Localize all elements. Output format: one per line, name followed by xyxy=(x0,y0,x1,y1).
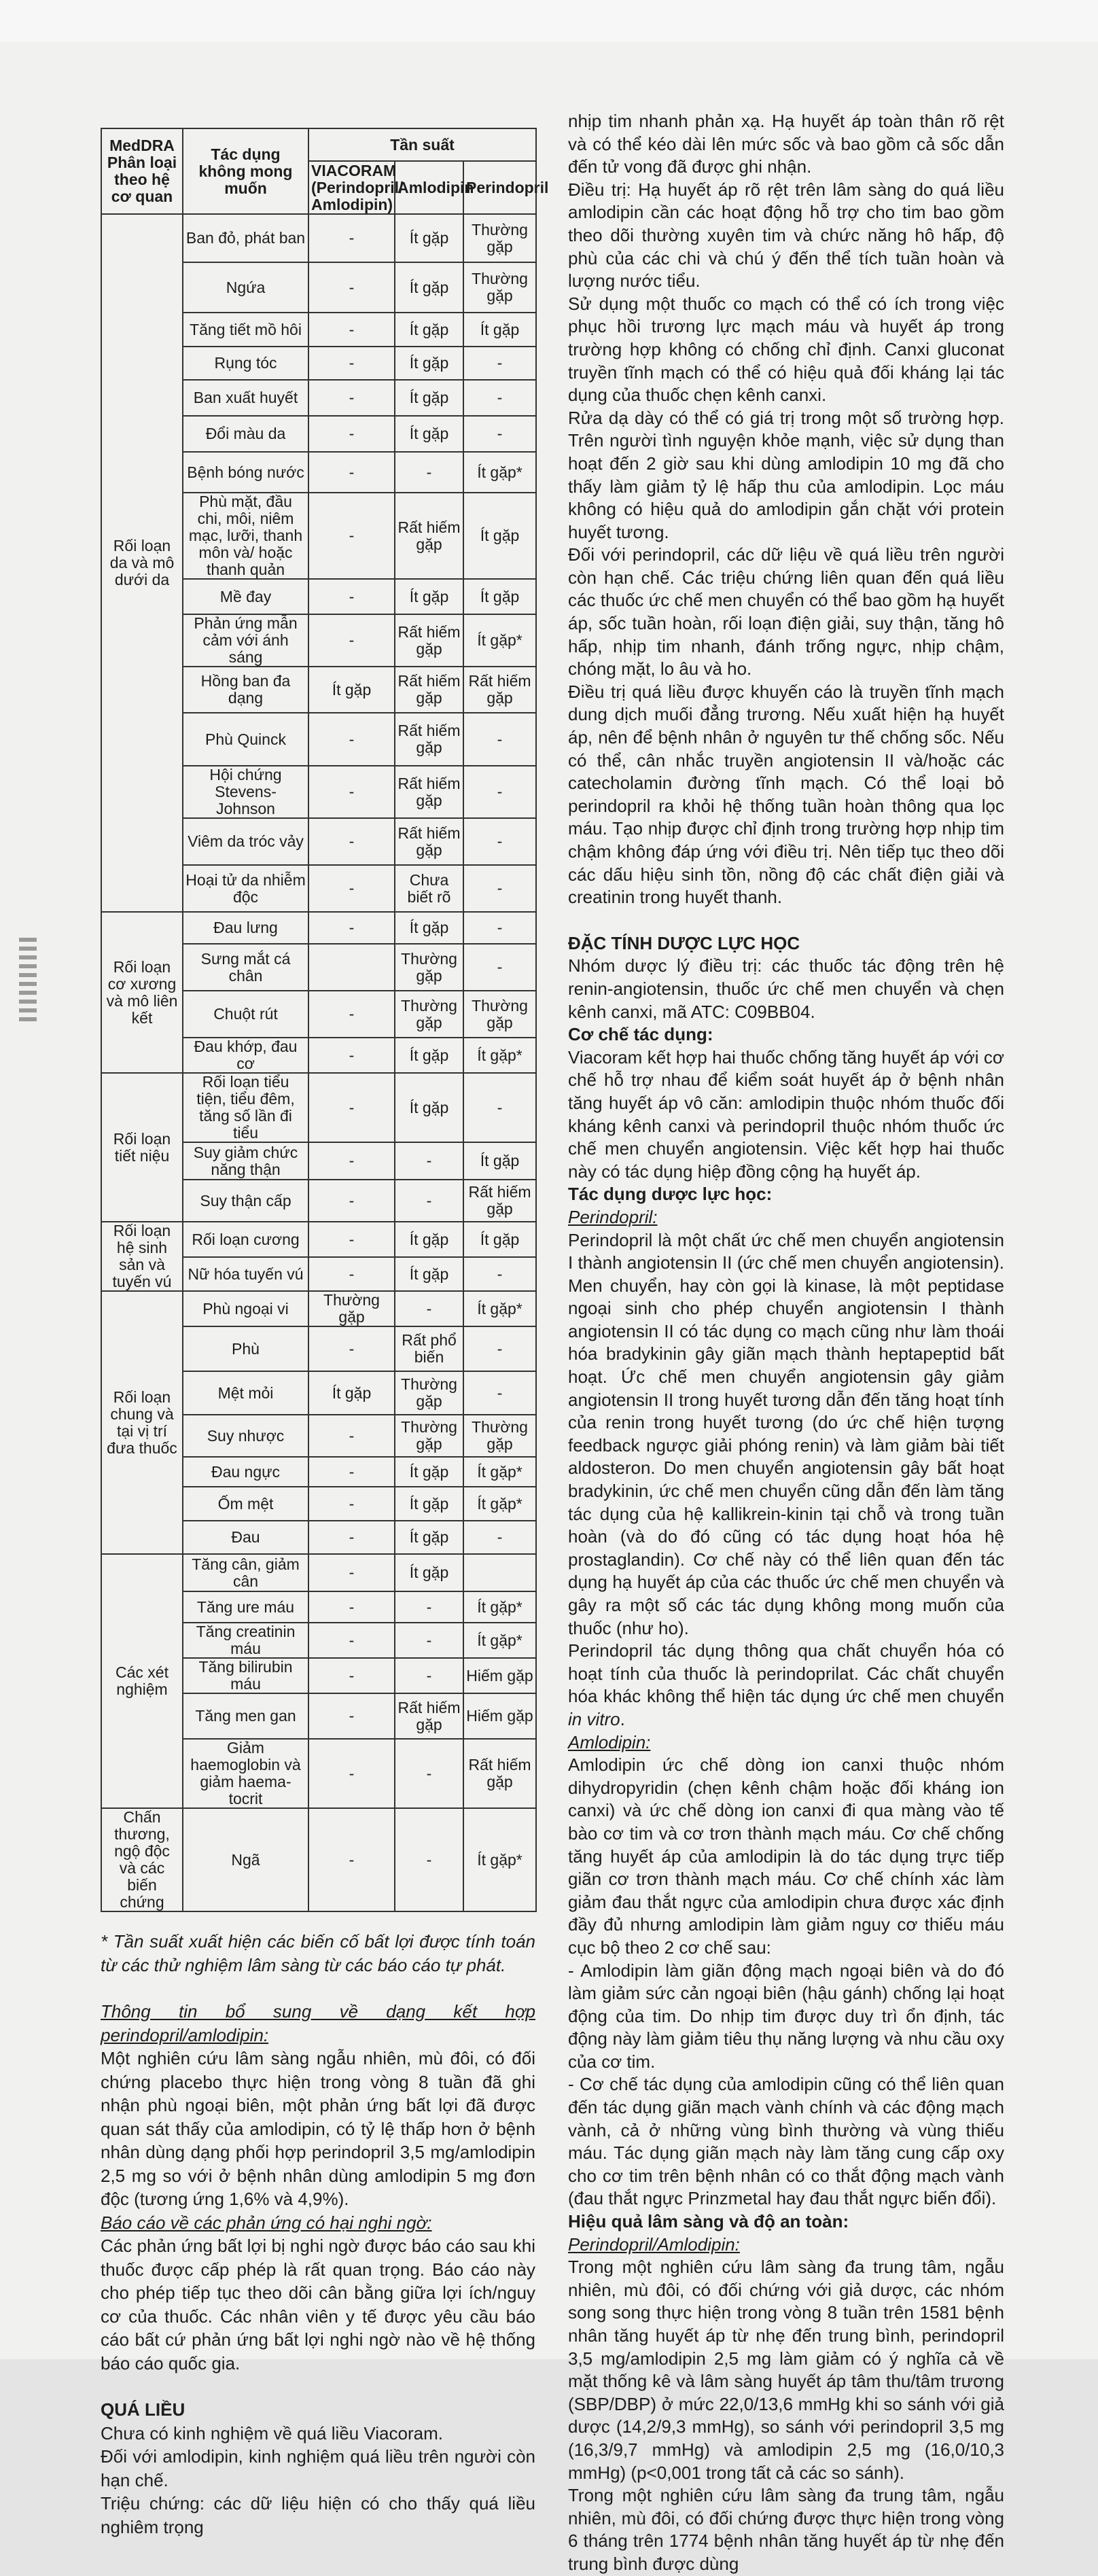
text: QUÁ LIỀU xyxy=(101,2399,185,2420)
amlodipin-frequency-cell: Chưa biết rõ xyxy=(395,865,463,912)
amlodipin-frequency-cell: Ít gặp xyxy=(395,912,463,944)
table-row xyxy=(101,1808,536,1911)
paragraph xyxy=(568,681,1004,909)
viacoram-frequency-cell: - xyxy=(308,1142,395,1180)
section-heading xyxy=(101,2398,535,2422)
perindopril-frequency-cell: - xyxy=(463,1073,536,1142)
table-row xyxy=(101,1291,536,1326)
adverse-effect-cell: Giảm haemoglobin và giảm haema-tocrit xyxy=(183,1739,308,1808)
footnote xyxy=(101,1930,535,1977)
amlodipin-frequency-cell: Rất hiếm gặp xyxy=(395,766,463,818)
text: Perindopril/Amlodipin: xyxy=(568,2234,740,2255)
subsection-title xyxy=(101,2000,535,2047)
perindopril-frequency-cell: - xyxy=(463,1521,536,1554)
viacoram-frequency-cell: - xyxy=(308,1487,395,1521)
organ-class-cell: Chấn thương, ngộ độc và các biến chứng xyxy=(101,1808,183,1911)
subsection-title xyxy=(101,2211,535,2235)
perindopril-frequency-cell: Ít gặp xyxy=(463,1222,536,1257)
perindopril-frequency-cell: - xyxy=(463,380,536,416)
table-body xyxy=(101,214,536,1911)
viacoram-frequency-cell: - xyxy=(308,1658,395,1693)
text: Perindopril: xyxy=(568,1206,658,1227)
subheading xyxy=(568,1023,1004,1046)
header-adverse-effect: Tác dụng không mong muốn xyxy=(183,128,308,214)
viacoram-frequency-cell: - xyxy=(308,493,395,579)
viacoram-frequency-cell: - xyxy=(308,1415,395,1457)
amlodipin-frequency-cell: Ít gặp xyxy=(395,380,463,416)
paragraph xyxy=(568,1229,1004,1640)
paragraph xyxy=(101,2047,535,2211)
subsection-title xyxy=(568,2234,1004,2257)
text: Rửa dạ dày có thể có giá trị trong một số trường hợp. Trên người tình nguyện khỏe mạnh, việc sử dụng than hoạt đến 2 giờ sau khi dùng amlodipin 10 mg đã cho thấy làm giảm tỷ lệ hấp thu của amlodipin. Lọc máu không có hiệu quả do amlodipin gắn chặt với protein huyết tương. xyxy=(568,407,1004,542)
perindopril-frequency-cell: - xyxy=(463,912,536,944)
adverse-effect-cell: Ốm mệt xyxy=(183,1487,308,1521)
paragraph xyxy=(568,179,1004,293)
spacer xyxy=(101,1977,535,2000)
viacoram-frequency-cell xyxy=(308,944,395,991)
text: ĐẶC TÍNH DƯỢC LỰC HỌC xyxy=(568,932,800,953)
perindopril-frequency-cell: - xyxy=(463,766,536,818)
viacoram-frequency-cell: Ít gặp xyxy=(308,1371,395,1415)
perindopril-frequency-cell: - xyxy=(463,1326,536,1371)
subsection-title xyxy=(568,1731,1004,1754)
paragraph xyxy=(101,2422,535,2446)
viacoram-frequency-cell: - xyxy=(308,1739,395,1808)
viacoram-frequency-cell: - xyxy=(308,416,395,452)
perindopril-frequency-cell: - xyxy=(463,416,536,452)
viacoram-frequency-cell: - xyxy=(308,865,395,912)
adverse-effect-cell: Tăng bilirubin máu xyxy=(183,1658,308,1693)
amlodipin-frequency-cell: - xyxy=(395,1142,463,1180)
text: nhịp tim nhanh phản xạ. Hạ huyết áp toàn thân rõ rệt và có thể kéo dài lên mức sốc và bao gồm cả sốc dẫn đến tử vong đã được ghi nhận. xyxy=(568,111,1004,177)
table-row xyxy=(101,1222,536,1257)
text: Cơ chế tác dụng: xyxy=(568,1024,713,1045)
amlodipin-frequency-cell: - xyxy=(395,452,463,493)
text: Perindopril tác dụng thông qua chất chuyển hóa có hoạt tính của thuốc là perindoprilat. Các chất chuyển hóa khác không thể hiện tác dụng ức chế men chuyển xyxy=(568,1640,1004,1707)
text: Thông tin bổ sung về dạng kết hợp perindopril/amlodipin: xyxy=(101,2001,535,2045)
amlodipin-frequency-cell: - xyxy=(395,1808,463,1911)
perindopril-frequency-cell: Hiếm gặp xyxy=(463,1693,536,1739)
organ-class-cell: Rối loạn da và mô dưới da xyxy=(101,214,183,912)
amlodipin-frequency-cell: Rất hiếm gặp xyxy=(395,493,463,579)
paragraph xyxy=(101,2234,535,2375)
perindopril-frequency-cell: - xyxy=(463,713,536,766)
amlodipin-frequency-cell: - xyxy=(395,1623,463,1658)
viacoram-frequency-cell: - xyxy=(308,1591,395,1623)
adverse-effect-cell: Đau khớp, đau cơ xyxy=(183,1038,308,1073)
viacoram-frequency-cell: - xyxy=(308,713,395,766)
organ-class-cell: Rối loạn tiết niệu xyxy=(101,1073,183,1222)
perindopril-frequency-cell: - xyxy=(463,944,536,991)
perindopril-frequency-cell: Ít gặp xyxy=(463,313,536,347)
italic-term: in vitro xyxy=(568,1708,620,1729)
subheading xyxy=(568,1183,1004,1206)
viacoram-frequency-cell: Thường gặp xyxy=(308,1291,395,1326)
header-viacoram: VIACORAM (Perindopril/ Amlodipin) xyxy=(308,161,395,214)
viacoram-frequency-cell: - xyxy=(308,818,395,865)
amlodipin-frequency-cell: Rất hiếm gặp xyxy=(395,818,463,865)
perindopril-frequency-cell: Thường gặp xyxy=(463,991,536,1038)
adverse-effect-cell: Ngứa xyxy=(183,262,308,313)
adverse-effect-cell: Đau xyxy=(183,1521,308,1554)
adverse-effect-cell: Đổi màu da xyxy=(183,416,308,452)
adverse-effect-cell: Tăng men gan xyxy=(183,1693,308,1739)
adverse-effect-cell: Rối loạn cương xyxy=(183,1222,308,1257)
perindopril-frequency-cell: Ít gặp xyxy=(463,579,536,614)
amlodipin-frequency-cell: Rất hiếm gặp xyxy=(395,667,463,713)
text: Trong một nghiên cứu lâm sàng đa trung tâm, ngẫu nhiên, mù đôi, có đối chứng được thực hiện trong vòng 6 tháng trên 1774 bệnh nhân tăng huyết áp từ nhẹ đến trung bình được dùng xyxy=(568,2485,1004,2574)
paragraph xyxy=(568,2073,1004,2210)
amlodipin-frequency-cell: Ít gặp xyxy=(395,1073,463,1142)
paragraph xyxy=(568,544,1004,681)
perindopril-frequency-cell: - xyxy=(463,1371,536,1415)
amlodipin-frequency-cell: Ít gặp xyxy=(395,416,463,452)
perindopril-frequency-cell: - xyxy=(463,865,536,912)
perindopril-frequency-cell: Ít gặp* xyxy=(463,1591,536,1623)
adverse-effect-cell: Rối loạn tiểu tiện, tiểu đêm, tăng số lần đi tiểu xyxy=(183,1073,308,1142)
text: Sử dụng một thuốc co mạch có thể có ích trong việc phục hồi trương lực mạch máu và huyết áp trong trường hợp không có chống chỉ định. Canxi gluconat truyền tĩnh mạch có thể có hiệu quả đối kháng lại tác dụng của thuốc chẹn kênh canxi. xyxy=(568,293,1004,406)
adverse-effect-cell: Tăng cân, giảm cân xyxy=(183,1554,308,1591)
perindopril-frequency-cell: Ít gặp* xyxy=(463,1291,536,1326)
viacoram-frequency-cell: - xyxy=(308,579,395,614)
viacoram-frequency-cell: - xyxy=(308,262,395,313)
adverse-effect-cell: Phù ngoại vi xyxy=(183,1291,308,1326)
table-row xyxy=(101,1073,536,1142)
amlodipin-frequency-cell: Thường gặp xyxy=(395,1415,463,1457)
adverse-effect-cell: Tăng creatinin máu xyxy=(183,1623,308,1658)
viacoram-frequency-cell: - xyxy=(308,766,395,818)
viacoram-frequency-cell: - xyxy=(308,1457,395,1487)
amlodipin-frequency-cell: - xyxy=(395,1291,463,1326)
text: Amlodipin ức chế dòng ion canxi thuộc nhóm dihydropyridin (chẹn kênh chậm hoặc đối kháng ion canxi) và ức chế dòng ion canxi đi qua màng vào tế bào cơ tim và cơ trơn thành mạch máu. Cơ chế chống tăng huyết áp của amlodipin là do tác dụng trực tiếp giãn cơ trơn thành mạch máu. Cơ chế chính xác làm giảm đau thắt ngực của amlodipin chưa được xác định đầy đủ nhưng amlodipin làm giảm nguy cơ thiếu máu cục bộ theo 2 cơ chế sau: xyxy=(568,1754,1004,1958)
adverse-effect-cell: Phù Quinck xyxy=(183,713,308,766)
viacoram-frequency-cell: - xyxy=(308,214,395,262)
adverse-effect-cell: Suy giảm chức năng thận xyxy=(183,1142,308,1180)
perindopril-frequency-cell: Thường gặp xyxy=(463,1415,536,1457)
adverse-effect-cell: Suy nhược xyxy=(183,1415,308,1457)
viacoram-frequency-cell: - xyxy=(308,991,395,1038)
text: Đối với perindopril, các dữ liệu về quá liều trên người còn hạn chế. Các triệu chứng liên quan đến quá liều các thuốc ức chế men chuyển có thể bao gồm hạ huyết áp, sốc tuần hoàn, rối loạn điện giải, suy thận, tăng hô hấp, nhịp tim nhanh, đánh trống ngực, nhịp chậm, chóng mặt, lo âu và ho. xyxy=(568,544,1004,680)
perindopril-frequency-cell: Ít gặp* xyxy=(463,614,536,667)
section-heading xyxy=(568,932,1004,955)
text: Perindopril là một chất ức chế men chuyển angiotensin I thành angiotensin II (ức chế men chuyển angiotensin). Men chuyển, hay còn gọi là kinase, là một peptidase ngoại sinh cho phép chuyển angiotensin I thành angiotensin II có tác dụng co mạch cũng như làm thoái hóa bradykinin gây giãn mạch thành heptapeptid bất hoạt. Ức chế men chuyển angiotensin gây giảm angiotensin II trong huyết tương dẫn đến tăng hoạt tính của renin trong huyết tương (do ức chế hiện tượng feedback ngược giải phóng renin) và làm giảm bài tiết aldosteron. Do men chuyển angiotensin gây bất hoạt bradykinin, ức chế men chuyển cũng dẫn đến làm tăng tác dụng của hệ kallikrein-kinin tại chỗ và trong tuần hoàn (và do đó cũng có tác dụng hoạt hóa hệ prostaglandin). Cơ chế này có thể liên quan đến tác dụng hạ huyết áp của các thuốc ức chế men chuyển và gây ra một số các tác dụng không mong muốn của thuốc (như ho). xyxy=(568,1229,1004,1638)
viacoram-frequency-cell: - xyxy=(308,1326,395,1371)
viacoram-frequency-cell: - xyxy=(308,1693,395,1739)
text: Chưa có kinh nghiệm về quá liều Viacoram. xyxy=(101,2422,443,2443)
text: Điều trị quá liều được khuyến cáo là truyền tĩnh mạch dung dịch muối đẳng trương. Nếu xuất hiện hạ huyết áp, nên để bệnh nhân ở nguyên tư thế chống sốc. Nếu có thể, cân nhắc truyền angiotensin II và/hoặc các catecholamin đường tĩnh mạch. Có thể loại bỏ perindopril ra khỏi hệ thống tuần hoàn thông qua lọc máu. Tạo nhịp được chỉ định trong trường hợp nhịp tim chậm không đáp ứng với điều trị. Nên tiếp tục theo dõi các dấu hiệu sinh tồn, nồng độ các chất điện giải và creatinin trong huyết thanh. xyxy=(568,681,1004,908)
text: Tác dụng dược lực học: xyxy=(568,1184,773,1205)
paragraph xyxy=(568,407,1004,544)
paragraph xyxy=(568,1046,1004,1184)
adverse-effect-cell: Suy thận cấp xyxy=(183,1180,308,1222)
adverse-effect-cell: Phù mặt, đầu chi, môi, niêm mạc, lưỡi, thanh môn và/ hoặc thanh quản xyxy=(183,493,308,579)
margin-marks xyxy=(19,938,37,1026)
amlodipin-frequency-cell: Thường gặp xyxy=(395,944,463,991)
left-column xyxy=(101,128,549,2539)
viacoram-frequency-cell: - xyxy=(308,1222,395,1257)
adverse-effect-cell: Đau ngực xyxy=(183,1457,308,1487)
amlodipin-frequency-cell: Ít gặp xyxy=(395,347,463,380)
perindopril-frequency-cell: Ít gặp* xyxy=(463,1457,536,1487)
organ-class-cell: Rối loạn chung và tại vị trí đưa thuốc xyxy=(101,1291,183,1554)
viacoram-frequency-cell: - xyxy=(308,1180,395,1222)
paragraph xyxy=(101,2492,535,2539)
viacoram-frequency-cell: - xyxy=(308,614,395,667)
paragraph xyxy=(568,1960,1004,2074)
spacer xyxy=(568,909,1004,932)
amlodipin-frequency-cell: Ít gặp xyxy=(395,313,463,347)
paragraph xyxy=(568,2256,1004,2484)
amlodipin-frequency-cell: Ít gặp xyxy=(395,1521,463,1554)
text: Hiệu quả lâm sàng và độ an toàn: xyxy=(568,2211,849,2232)
perindopril-frequency-cell: - xyxy=(463,818,536,865)
viacoram-frequency-cell: - xyxy=(308,313,395,347)
viacoram-frequency-cell: - xyxy=(308,380,395,416)
amlodipin-frequency-cell: Ít gặp xyxy=(395,1457,463,1487)
perindopril-frequency-cell: Hiếm gặp xyxy=(463,1658,536,1693)
header-amlodipin: Amlodipin xyxy=(395,161,463,214)
viacoram-frequency-cell: - xyxy=(308,912,395,944)
organ-class-cell: Rối loạn cơ xương và mô liên kết xyxy=(101,912,183,1073)
amlodipin-frequency-cell: Rất hiếm gặp xyxy=(395,713,463,766)
text: - Cơ chế tác dụng của amlodipin cũng có thể liên quan đến tác dụng giãn mạch vành chính và các động mạch vành, cả ở những vùng bình thường và vùng thiếu máu. Tác dụng giãn mạch này làm tăng cung cấp oxy cho cơ tim trên bệnh nhân có co thắt động mạch vành (đau thắt ngực Prinzmetal hay đau thắt ngực biến đổi). xyxy=(568,2074,1004,2209)
viacoram-frequency-cell: - xyxy=(308,1257,395,1291)
left-column-text xyxy=(101,1930,535,2539)
amlodipin-frequency-cell: Ít gặp xyxy=(395,1038,463,1073)
text: Đối với amlodipin, kinh nghiệm quá liều trên người còn hạn chế. xyxy=(101,2446,535,2490)
amlodipin-frequency-cell: - xyxy=(395,1658,463,1693)
amlodipin-frequency-cell: Ít gặp xyxy=(395,214,463,262)
amlodipin-frequency-cell: Rất hiếm gặp xyxy=(395,614,463,667)
scan-top-edge xyxy=(0,0,1098,43)
adverse-effect-cell: Chuột rút xyxy=(183,991,308,1038)
adverse-effect-cell: Sưng mắt cá chân xyxy=(183,944,308,991)
adverse-effect-cell: Tăng ure máu xyxy=(183,1591,308,1623)
paragraph xyxy=(568,1640,1004,1731)
perindopril-frequency-cell: Rất hiếm gặp xyxy=(463,1180,536,1222)
perindopril-frequency-cell: Ít gặp* xyxy=(463,452,536,493)
adverse-effect-cell: Hoại tử da nhiễm độc xyxy=(183,865,308,912)
paragraph xyxy=(568,955,1004,1023)
paragraph xyxy=(568,110,1004,179)
adverse-effect-cell: Đau lưng xyxy=(183,912,308,944)
subheading xyxy=(568,2210,1004,2234)
amlodipin-frequency-cell: Ít gặp xyxy=(395,1487,463,1521)
subsection-title xyxy=(568,1206,1004,1229)
text: - Amlodipin làm giãn động mạch ngoại biên và do đó làm giảm sức cản ngoại biên (hậu gánh) chống lại hoạt động của tim. Do nhịp tim được duy trì ổn định, tác động này làm giảm tiêu thụ năng lượng và nhu cầu oxy của cơ tim. xyxy=(568,1960,1004,2072)
adverse-effect-cell: Hồng ban đa dạng xyxy=(183,667,308,713)
viacoram-frequency-cell: - xyxy=(308,1808,395,1911)
perindopril-frequency-cell xyxy=(463,1554,536,1591)
adverse-effect-cell: Hội chứng Stevens-Johnson xyxy=(183,766,308,818)
amlodipin-frequency-cell: - xyxy=(395,1180,463,1222)
paragraph xyxy=(568,2484,1004,2575)
paragraph xyxy=(568,293,1004,407)
perindopril-frequency-cell: - xyxy=(463,347,536,380)
table-row xyxy=(101,1554,536,1591)
amlodipin-frequency-cell: Ít gặp xyxy=(395,1222,463,1257)
perindopril-frequency-cell: Ít gặp* xyxy=(463,1038,536,1073)
adverse-effect-cell: Rụng tóc xyxy=(183,347,308,380)
perindopril-frequency-cell: Ít gặp* xyxy=(463,1808,536,1911)
text: Trong một nghiên cứu lâm sàng đa trung tâm, ngẫu nhiên, mù đôi, có đối chứng với giả dược, các nhóm song song thực hiện trong vòng 8 tuần trên 1581 bệnh nhân tăng huyết áp từ nhẹ đến trung bình, perindopril 3,5 mg/amlodipin 2,5 mg làm giảm có ý nghĩa cả về mặt thống kê và lâm sàng huyết áp tâm thu/tâm trương (SBP/DBP) ở mức 22,0/13,6 mmHg khi so sánh với giả dược (14,2/9,3 mmHg), so sánh với perindopril 3,5 mg (16,3/9,7 mmHg) và amlodipin 2,5 mg (16,0/10,3 mmHg) (p<0,001 trong tất cả các so sánh). xyxy=(568,2257,1004,2483)
adverse-effects-table xyxy=(101,128,549,1912)
viacoram-frequency-cell: - xyxy=(308,1623,395,1658)
adverse-effect-cell: Phản ứng mẫn cảm với ánh sáng xyxy=(183,614,308,667)
header-frequency: Tần suất xyxy=(308,128,536,161)
viacoram-frequency-cell: - xyxy=(308,1521,395,1554)
perindopril-frequency-cell: - xyxy=(463,1257,536,1291)
viacoram-frequency-cell: - xyxy=(308,1038,395,1073)
header-perindopril: Perindopril xyxy=(463,161,536,214)
amlodipin-frequency-cell: Rất phổ biến xyxy=(395,1326,463,1371)
perindopril-frequency-cell: Ít gặp* xyxy=(463,1623,536,1658)
amlodipin-frequency-cell: - xyxy=(395,1739,463,1808)
viacoram-frequency-cell: Ít gặp xyxy=(308,667,395,713)
adverse-effect-cell: Mề đay xyxy=(183,579,308,614)
table-row xyxy=(101,214,536,262)
adverse-effect-cell: Ban xuất huyết xyxy=(183,380,308,416)
text: * Tần suất xuất hiện các biến cố bất lợi được tính toán từ các thử nghiệm lâm sàng từ các báo cáo tự phát. xyxy=(101,1931,535,1975)
text: Báo cáo về các phản ứng có hại nghi ngờ: xyxy=(101,2212,432,2233)
perindopril-frequency-cell: Ít gặp xyxy=(463,493,536,579)
amlodipin-frequency-cell: Rất hiếm gặp xyxy=(395,1693,463,1739)
table-row xyxy=(101,912,536,944)
organ-class-cell: Các xét nghiệm xyxy=(101,1554,183,1808)
header-organ-class: MedDRA Phân loại theo hệ cơ quan xyxy=(101,128,183,214)
text: Các phản ứng bất lợi bị nghi ngờ được báo cáo sau khi thuốc được cấp phép là rất quan trọng. Báo cáo này cho phép tiếp tục theo dõi cân bằng giữa lợi ích/nguy cơ của thuốc. Các nhân viên y tế được yêu cầu báo cáo bất cứ phản ứng bất lợi nghi ngờ nào về hệ thống báo cáo quốc gia. xyxy=(101,2236,535,2374)
text: . xyxy=(620,1708,625,1729)
perindopril-frequency-cell: Thường gặp xyxy=(463,262,536,313)
adverse-effect-cell: Ban đỏ, phát ban xyxy=(183,214,308,262)
adverse-effect-cell: Phù xyxy=(183,1326,308,1371)
text: Một nghiên cứu lâm sàng ngẫu nhiên, mù đôi, có đối chứng placebo thực hiện trong vòng 8 tuần đã ghi nhận phù ngoại biên, một phản ứng bất lợi đã được quan sát thấy của amlodipin, có tỷ lệ thấp hơn ở bệnh nhân dùng dạng phối hợp perindopril 3,5 mg/amlodipin 2,5 mg so với ở bệnh nhân dùng amlodipin 5 mg đơn độc (tương ứng 1,6% và 4,9%). xyxy=(101,2048,535,2209)
text: Triệu chứng: các dữ liệu hiện có cho thấy quá liều nghiêm trọng xyxy=(101,2493,535,2537)
perindopril-frequency-cell: Rất hiếm gặp xyxy=(463,667,536,713)
amlodipin-frequency-cell: - xyxy=(395,1591,463,1623)
amlodipin-frequency-cell: Ít gặp xyxy=(395,1554,463,1591)
viacoram-frequency-cell: - xyxy=(308,347,395,380)
amlodipin-frequency-cell: Thường gặp xyxy=(395,1371,463,1415)
text: Nhóm dược lý điều trị: các thuốc tác động trên hệ renin-angiotensin, thuốc ức chế men chuyển và chẹn kênh canxi, mã ATC: C09BB04. xyxy=(568,955,1004,1022)
amlodipin-frequency-cell: Ít gặp xyxy=(395,262,463,313)
perindopril-frequency-cell: Ít gặp* xyxy=(463,1487,536,1521)
perindopril-frequency-cell: Rất hiếm gặp xyxy=(463,1739,536,1808)
adverse-effect-cell: Viêm da tróc vảy xyxy=(183,818,308,865)
viacoram-frequency-cell: - xyxy=(308,1073,395,1142)
text: Viacoram kết hợp hai thuốc chống tăng huyết áp với cơ chế hỗ trợ nhau để kiểm soát huyết áp ở bệnh nhân tăng huyết áp vô căn: amlodipin thuộc nhóm thuốc đối kháng kênh canxi và perindopril thuộc nhóm thuốc ức chế men chuyển angiotensin. Việc kết hợp hai thuốc này có tác dụng hiệp đồng cộng hạ huyết áp. xyxy=(568,1046,1004,1182)
adverse-effect-cell: Bệnh bóng nước xyxy=(183,452,308,493)
viacoram-frequency-cell: - xyxy=(308,1554,395,1591)
adverse-effect-cell: Ngã xyxy=(183,1808,308,1911)
adverse-effect-cell: Tăng tiết mồ hôi xyxy=(183,313,308,347)
right-column-text xyxy=(568,110,1004,2576)
adverse-effect-cell: Mệt mỏi xyxy=(183,1371,308,1415)
paragraph xyxy=(568,1754,1004,1959)
paragraph xyxy=(101,2445,535,2492)
perindopril-frequency-cell: Ít gặp xyxy=(463,1142,536,1180)
adverse-effect-cell: Nữ hóa tuyến vú xyxy=(183,1257,308,1291)
text: Amlodipin: xyxy=(568,1731,651,1752)
viacoram-frequency-cell: - xyxy=(308,452,395,493)
organ-class-cell: Rối loạn hệ sinh sản và tuyến vú xyxy=(101,1222,183,1291)
amlodipin-frequency-cell: Ít gặp xyxy=(395,1257,463,1291)
perindopril-frequency-cell: Thường gặp xyxy=(463,214,536,262)
amlodipin-frequency-cell: Ít gặp xyxy=(395,579,463,614)
amlodipin-frequency-cell: Thường gặp xyxy=(395,991,463,1038)
text: Điều trị: Hạ huyết áp rõ rệt trên lâm sàng do quá liều amlodipin cần các hoạt động hỗ trợ cho tim bao gồm theo dõi thường xuyên tim và chức năng hô hấp, độ phù của các chi và chú ý đến thể tích tuần hoàn và lượng nước tiểu. xyxy=(568,179,1004,292)
spacer xyxy=(101,2375,535,2398)
